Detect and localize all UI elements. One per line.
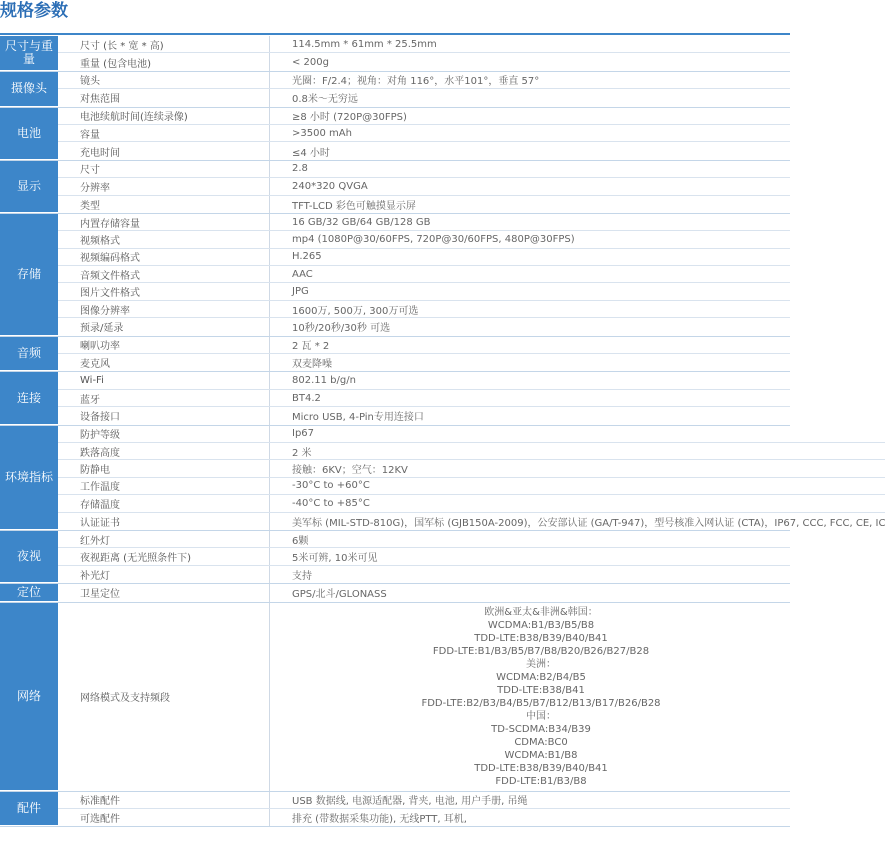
category-label: 网络: [0, 603, 58, 791]
spec-rows: [58, 603, 790, 791]
spec-row: [58, 390, 790, 407]
spec-row: [58, 372, 790, 389]
band-line: WCDMA:B1/B3/B5/B8: [487, 619, 595, 631]
spec-label: 视频编码格式: [58, 249, 270, 265]
spec-label: 尺寸 (长 * 宽 * 高): [58, 36, 270, 52]
spec-rows: [58, 36, 790, 71]
spec-row: [58, 89, 790, 106]
spec-table: [0, 36, 885, 827]
spec-row: [58, 178, 790, 195]
spec-row: [58, 548, 790, 565]
spec-group: [0, 531, 790, 584]
spec-value: >3500 mAh: [292, 127, 352, 139]
spec-group: [0, 603, 790, 792]
band-line: 美洲：: [526, 658, 556, 670]
spec-value: mp4 (1080P@30/60FPS, 720P@30/60FPS, 480P@30FPS): [292, 233, 575, 245]
spec-row: [58, 125, 790, 142]
category-label: 摄像头: [0, 72, 58, 107]
spec-group: [0, 72, 790, 108]
spec-value: AAC: [292, 268, 313, 280]
spec-label: 分辨率: [58, 178, 270, 194]
spec-label: 视频格式: [58, 231, 270, 247]
spec-value: 6颗: [292, 535, 309, 547]
spec-label: 预录/延录: [58, 318, 270, 335]
spec-label: 内置存储容量: [58, 214, 270, 230]
spec-label: 类型: [58, 196, 270, 213]
spec-label: 电池续航时间(连续录像): [58, 108, 270, 124]
spec-label: 防护等级: [58, 426, 270, 442]
spec-row: [58, 495, 885, 512]
spec-value: 114.5mm * 61mm * 25.5mm: [292, 38, 437, 50]
spec-group: [0, 214, 790, 337]
spec-row: [58, 603, 790, 791]
spec-group: [0, 584, 790, 602]
band-line: WCDMA:B2/B4/B5: [496, 671, 586, 683]
spec-label: 可选配件: [58, 809, 270, 826]
spec-value: GPS/北斗/GLONASS: [292, 589, 387, 601]
category-label: 夜视: [0, 531, 58, 583]
spec-row: [58, 443, 885, 460]
spec-label: 麦克风: [58, 354, 270, 371]
spec-label: 容量: [58, 125, 270, 141]
spec-row: [58, 142, 790, 159]
spec-label: 设备接口: [58, 407, 270, 424]
spec-label: 认证证书: [58, 513, 270, 530]
spec-rows: [58, 792, 790, 827]
spec-group: [0, 372, 790, 425]
spec-row: [58, 196, 790, 213]
spec-label: 尺寸: [58, 161, 270, 177]
spec-row: [58, 513, 885, 530]
spec-row: [58, 584, 790, 601]
spec-value: -40°C to +85°C: [292, 497, 370, 509]
spec-value: 16 GB/32 GB/64 GB/128 GB: [292, 216, 431, 228]
category-label: 存储: [0, 214, 58, 336]
spec-label: Wi-Fi: [58, 372, 270, 388]
spec-value: 美军标 (MIL-STD-810G)，国军标 (GJB150A-2009)，公安部认证 (GA/T-947)，型号核准入网认证 (CTA)，IP67, CCC, FCC, CE, IC: [292, 517, 885, 529]
spec-row: [58, 318, 790, 335]
spec-value: 802.11 b/g/n: [292, 375, 356, 387]
band-line: FDD-LTE:B2/B3/B4/B5/B7/B12/B13/B17/B26/B28: [421, 697, 661, 709]
spec-value: 2 瓦 * 2: [292, 341, 330, 353]
spec-value: 10秒/20秒/30秒 可选: [292, 323, 391, 335]
spec-group: [0, 36, 790, 72]
band-line: TDD-LTE:B38/B39/B40/B41: [474, 762, 608, 774]
spec-label: 蓝牙: [58, 390, 270, 406]
spec-value: BT4.2: [292, 392, 321, 404]
spec-value: 2 米: [292, 447, 312, 459]
spec-value: 支持: [292, 570, 312, 582]
band-line: CDMA:BC0: [514, 736, 568, 748]
band-line: FDD-LTE:B1/B3/B8: [495, 775, 587, 787]
spec-group: [0, 337, 790, 373]
category-label: 连接: [0, 372, 58, 424]
title-divider: [0, 33, 790, 35]
spec-row: [58, 792, 790, 809]
category-label: 配件: [0, 792, 58, 827]
spec-label: 卫星定位: [58, 584, 270, 601]
band-line: 欧洲&亚太&非洲&韩国：: [484, 606, 598, 618]
spec-rows: [58, 161, 790, 213]
spec-rows: [58, 372, 790, 424]
category-label: 尺寸与重量: [0, 36, 58, 71]
spec-value: 双麦降噪: [292, 359, 332, 371]
category-label: 定位: [0, 584, 58, 601]
spec-group: [0, 161, 790, 214]
spec-rows: [58, 531, 790, 583]
spec-value: ≤4 小时: [292, 147, 330, 159]
spec-row: [58, 36, 790, 53]
spec-label: 标准配件: [58, 792, 270, 808]
band-line: TD-SCDMA:B34/B39: [491, 723, 591, 735]
spec-row: [58, 266, 790, 283]
spec-row: [58, 407, 790, 424]
spec-label: 红外灯: [58, 531, 270, 547]
band-line: 中国：: [526, 710, 556, 722]
spec-row: [58, 283, 790, 300]
spec-value: JPG: [292, 286, 309, 298]
spec-label: 充电时间: [58, 142, 270, 159]
spec-label: 重量 (包含电池): [58, 53, 270, 70]
spec-row: [58, 460, 885, 477]
spec-group: [0, 108, 790, 161]
spec-label: 夜视距离 (无光照条件下): [58, 548, 270, 564]
spec-row: [58, 53, 790, 70]
spec-label: 镜头: [58, 72, 270, 88]
spec-row: [58, 231, 790, 248]
category-label: 显示: [0, 161, 58, 213]
spec-label: 网络模式及支持频段: [58, 603, 270, 791]
spec-value: 光圈：F/2.4；视角：对角 116°，水平101°，垂直 57°: [292, 76, 540, 88]
spec-value: [270, 603, 790, 791]
spec-label: 音频文件格式: [58, 266, 270, 282]
spec-row: [58, 354, 790, 371]
spec-rows: [58, 426, 885, 530]
spec-label: 防静电: [58, 460, 270, 476]
spec-row: [58, 426, 885, 443]
band-line: TDD-LTE:B38/B41: [497, 684, 585, 696]
spec-rows: [58, 72, 790, 107]
spec-row: [58, 161, 790, 178]
spec-value: Ip67: [292, 428, 315, 440]
spec-value: 240*320 QVGA: [292, 180, 368, 192]
spec-row: [58, 301, 790, 318]
spec-value: USB 数据线, 电源适配器, 背夹, 电池, 用户手册, 吊绳: [292, 796, 528, 808]
spec-label: 补光灯: [58, 566, 270, 583]
spec-value: Micro USB, 4-Pin专用连接口: [292, 412, 424, 424]
spec-label: 图片文件格式: [58, 283, 270, 299]
spec-value: 0.8米～无穷远: [292, 94, 358, 106]
spec-label: 喇叭功率: [58, 337, 270, 353]
spec-group: [0, 426, 885, 531]
spec-row: [58, 337, 790, 354]
spec-label: 跌落高度: [58, 443, 270, 459]
spec-row: [58, 531, 790, 548]
spec-row: [58, 249, 790, 266]
spec-value: -30°C to +60°C: [292, 480, 370, 492]
category-label: 电池: [0, 108, 58, 160]
spec-value: H.265: [292, 251, 322, 263]
spec-row: [58, 809, 790, 826]
spec-rows: [58, 584, 790, 601]
category-label: 音频: [0, 337, 58, 372]
spec-label: 工作温度: [58, 478, 270, 494]
spec-rows: [58, 337, 790, 372]
spec-row: [58, 566, 790, 583]
spec-label: 对焦范围: [58, 89, 270, 106]
spec-group: [0, 792, 790, 828]
spec-value: < 200g: [292, 56, 329, 68]
spec-value: 接触：6KV；空气：12KV: [292, 465, 408, 477]
spec-rows: [58, 214, 790, 336]
spec-value: ≥8 小时 (720P@30FPS): [292, 112, 407, 124]
spec-rows: [58, 108, 790, 160]
band-line: FDD-LTE:B1/B3/B5/B7/B8/B20/B26/B27/B28: [432, 645, 650, 657]
spec-value: 5米可辨, 10米可见: [292, 553, 378, 565]
band-line: WCDMA:B1/B8: [504, 749, 578, 761]
band-line: TDD-LTE:B38/B39/B40/B41: [474, 632, 608, 644]
spec-value: 1600万, 500万, 300万可选: [292, 305, 419, 317]
category-label: 环境指标: [0, 426, 58, 530]
spec-value: 2.8: [292, 163, 308, 175]
spec-row: [58, 214, 790, 231]
spec-value: TFT-LCD 彩色可触摸显示屏: [292, 200, 416, 212]
spec-row: [58, 72, 790, 89]
spec-row: [58, 108, 790, 125]
spec-row: [58, 478, 885, 495]
spec-value: 排充 (带数据采集功能), 无线PTT, 耳机,: [292, 814, 467, 826]
spec-label: 图像分辨率: [58, 301, 270, 317]
page-title: 规格参数: [0, 1, 68, 21]
spec-label: 存储温度: [58, 495, 270, 511]
